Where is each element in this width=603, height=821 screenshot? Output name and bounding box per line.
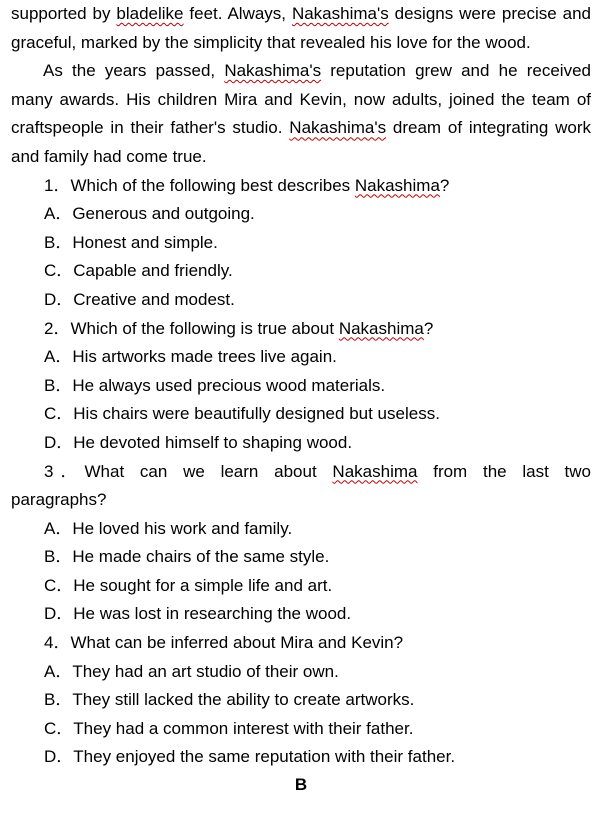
option-4b: B．They still lacked the ability to create artworks. xyxy=(44,690,415,710)
option-2d: D．He devoted himself to shaping wood. xyxy=(44,432,353,452)
question-2 xyxy=(11,315,591,344)
option-1d: D．Creative and modest. xyxy=(44,289,235,309)
question-text: 3．What can we learn about xyxy=(44,461,333,481)
wavy-word: Nakashima's xyxy=(289,118,387,138)
wavy-word: bladelike xyxy=(116,4,184,23)
wavy-word: Nakashima's xyxy=(291,4,389,23)
text-run: As the years passed, xyxy=(43,61,225,81)
question-text: 2．Which of the following is true about xyxy=(44,318,339,338)
text-run: dream of integrating work and family had come true. xyxy=(11,118,591,166)
text-run: supported by xyxy=(11,4,117,23)
option-3c: C．He sought for a simple life and art. xyxy=(44,575,333,595)
wavy-word: Nakashima's xyxy=(224,61,322,81)
option-2c: C．His chairs were beautifully designed but useless. xyxy=(44,404,440,424)
question-text: from the last two paragraphs? xyxy=(11,461,592,510)
question-4: 4．What can be inferred about Mira and Kevin? xyxy=(44,633,404,653)
text-run: designs were precise and graceful, marked by the simplicity that revealed his love for the wood. xyxy=(11,4,591,52)
text-run: reputation grew and he received many awards. His children Mira and Kevin, now adults, joined the team of craftspeople in their father's studio. xyxy=(11,61,591,138)
question-1 xyxy=(11,172,591,201)
option-1a: A．Generous and outgoing. xyxy=(44,204,255,224)
wavy-word: Nakashima xyxy=(354,175,440,195)
wavy-word: Nakashima xyxy=(338,318,424,338)
passage-paragraph-1 xyxy=(11,0,591,57)
question-3 xyxy=(11,458,591,515)
option-4d: D．They enjoyed the same reputation with their father. xyxy=(44,747,456,767)
section-label: B xyxy=(294,775,308,795)
question-text: ? xyxy=(439,175,450,195)
question-text: 1．Which of the following best describes xyxy=(44,175,355,195)
text-run: feet. Always, xyxy=(183,4,292,23)
passage-paragraph-2 xyxy=(11,57,591,171)
option-3b: B．He made chairs of the same style. xyxy=(44,547,330,567)
option-1c: C．Capable and friendly. xyxy=(44,261,233,281)
option-3d: D．He was lost in researching the wood. xyxy=(44,604,352,624)
option-4a: A．They had an art studio of their own. xyxy=(44,661,339,681)
option-2a: A．His artworks made trees live again. xyxy=(44,347,337,367)
option-1b: B．Honest and simple. xyxy=(44,232,218,252)
wavy-word: Nakashima xyxy=(332,461,418,481)
option-2b: B．He always used precious wood materials. xyxy=(44,375,386,395)
option-4c: C．They had a common interest with their father. xyxy=(44,718,414,738)
question-text: ? xyxy=(423,318,434,338)
option-3a: A．He loved his work and family. xyxy=(44,518,293,538)
